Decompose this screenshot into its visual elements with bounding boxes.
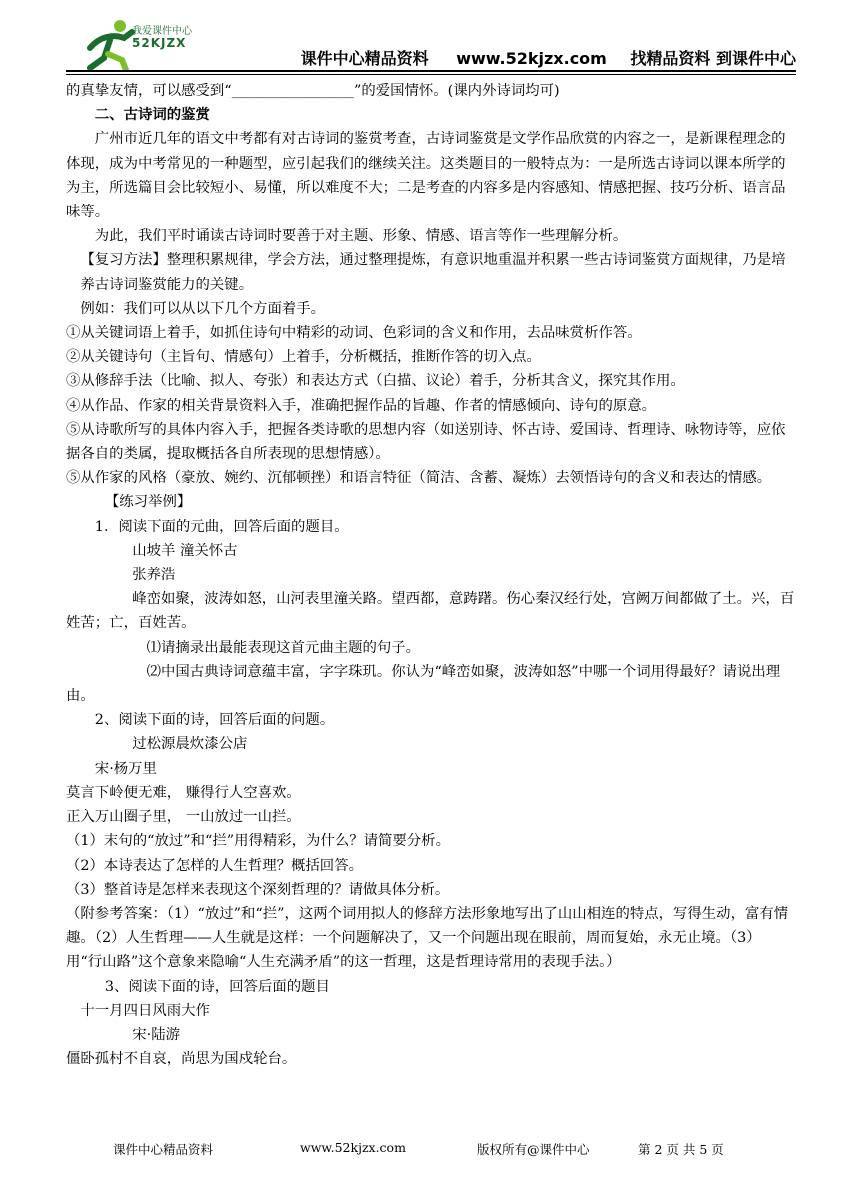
- header-url[interactable]: www.52kjzx.com: [456, 49, 607, 68]
- poem-author: 张养浩: [132, 567, 176, 584]
- logo-tagline: 我爱课件中心: [132, 26, 192, 37]
- poem-author: 宋·杨万里: [94, 760, 157, 777]
- list-item: ③从修辞手法（比喻、拟人、夸张）和表达方式（白描、议论）着手，分析其含义，探究其作用。: [66, 373, 685, 390]
- poem-author: 宋·陆游: [132, 1026, 180, 1043]
- page-number: 第 2 页 共 5 页: [638, 1142, 724, 1157]
- section-heading: 二、古诗词的鉴赏: [94, 106, 210, 124]
- question-title: 3、阅读下面的诗，回答后面的题目: [104, 978, 330, 995]
- logo-wordmark: 52KJZX: [132, 36, 187, 50]
- list-item: ①从关键词语上着手，如抓住诗句中精彩的动词、色彩词的含义和作用，去品味赏析作答。: [66, 325, 642, 342]
- paragraph: 广州市近几年的语文中考都有对古诗词的鉴赏考查，古诗词鉴赏是文学作品欣赏的内容之一，是新课程理念的体现，成为中考常见的一种题型，应引起我们的继续关注。这类题目的一般特点为：一是所选古诗词以课本所学的为主，所选篇目会比较短小、易懂，所以难度不大；二是考查的内容多是内容感知、情感把握、技巧分析、语言品味等。: [66, 131, 786, 221]
- footer-copyright: 版权所有@课件中心: [477, 1142, 590, 1157]
- question-title: 2、阅读下面的诗，回答后面的问题。: [94, 712, 335, 729]
- header-title-3: 找精品资料 到课件中心: [630, 49, 796, 68]
- subsection-heading: 【练习举例】: [104, 494, 192, 511]
- page-header: [66, 14, 796, 76]
- site-logo: [80, 18, 210, 72]
- paragraph: 例如：我们可以从以下几个方面着手。: [80, 300, 326, 317]
- footer-brand: 课件中心精品资料: [113, 1142, 214, 1157]
- list-item: ②从关键诗句（主旨句、情感句）上着手，分析概括，推断作答的切入点。: [66, 349, 541, 366]
- sub-question: （3）整首诗是怎样来表现这个深刻哲理的？请做具体分析。: [66, 881, 450, 898]
- poem-line: 僵卧孤村不自哀，尚思为国戍轮台。: [66, 1051, 297, 1068]
- running-man-icon: [80, 18, 140, 72]
- poem-title: 十一月四日风雨大作: [80, 1002, 210, 1019]
- sub-question: （2）本诗表达了怎样的人生哲理？概括回答。: [66, 857, 363, 874]
- header-rule: [66, 70, 796, 72]
- header-rule-thin: [66, 74, 796, 75]
- sub-question: （1）末句的“放过”和“拦”用得精彩，为什么？请简要分析。: [66, 833, 450, 850]
- header-title: [291, 46, 796, 69]
- list-item: ④从作品、作家的相关背景资料入手，准确把握作品的旨趣、作者的情感倾向、诗句的原意。: [66, 397, 657, 414]
- text-line: 的真挚友情，可以感受到“_________________”的爱国情怀。(课内外诗词均可): [66, 83, 560, 99]
- list-item: ⑤从作家的风格（豪放、婉约、沉郁顿挫）和语言特征（简洁、含蓄、凝炼）去领悟诗句的含义和表达的情感。: [66, 470, 772, 487]
- poem-line: 莫言下岭便无难， 赚得行人空喜欢。: [66, 784, 301, 801]
- poem-line: 正入万山圈子里， 一山放过一山拦。: [66, 809, 301, 826]
- poem-title: 山坡羊 潼关怀古: [132, 542, 238, 559]
- sub-question: ⑴请摘录出最能表现这首元曲主题的句子。: [146, 639, 421, 656]
- reference-answer: （附参考答案：（1）“放过”和“拦”，这两个词用拟人的修辞方法形象地写出了山山相连的特点，写得生动，富有情趣。（2）人生哲理——人生就是这样：一个问题解决了，又一个问题出现在眼前，周而复始，永无止境。（3）用“行山路”这个意象来隐喻“人生充满矛盾”的这一哲理，这是哲理诗常用的表现手法。）: [66, 905, 789, 971]
- header-title-1: 课件中心精品资料: [300, 49, 429, 68]
- paragraph: 【复习方法】整理积累规律，学会方法，通过整理提炼，有意识地重温并积累一些古诗词鉴赏方面规律，乃是培养古诗词鉴赏能力的关键。: [80, 252, 786, 293]
- list-item: ⑤从诗歌所写的具体内容入手，把握各类诗歌的思想内容（如送别诗、怀古诗、爱国诗、哲理诗、咏物诗等，应依据各自的类属，提取概括各自所表现的思想情感）。: [66, 421, 786, 463]
- poem-text: 峰峦如聚，波涛如怒，山河表里潼关路。望西都，意踌躇。伤心秦汉经行处，宫阙万间都做了土。兴，百姓苦；亡，百姓苦。: [66, 591, 795, 632]
- poem-title: 过松源晨炊漆公店: [132, 736, 248, 753]
- document-body: [66, 79, 796, 1071]
- footer-url[interactable]: www.52kjzx.com: [300, 1140, 406, 1155]
- paragraph: 为此，我们平时诵读古诗词时要善于对主题、形象、情感、语言等作一些理解分析。: [94, 228, 628, 245]
- sub-question: ⑵中国古典诗词意蕴丰富，字字珠玑。你认为“峰峦如聚，波涛如怒”中哪一个词用得最好？请说出理由。: [66, 663, 781, 705]
- question-title: 1．阅读下面的元曲，回答后面的题目。: [94, 518, 349, 535]
